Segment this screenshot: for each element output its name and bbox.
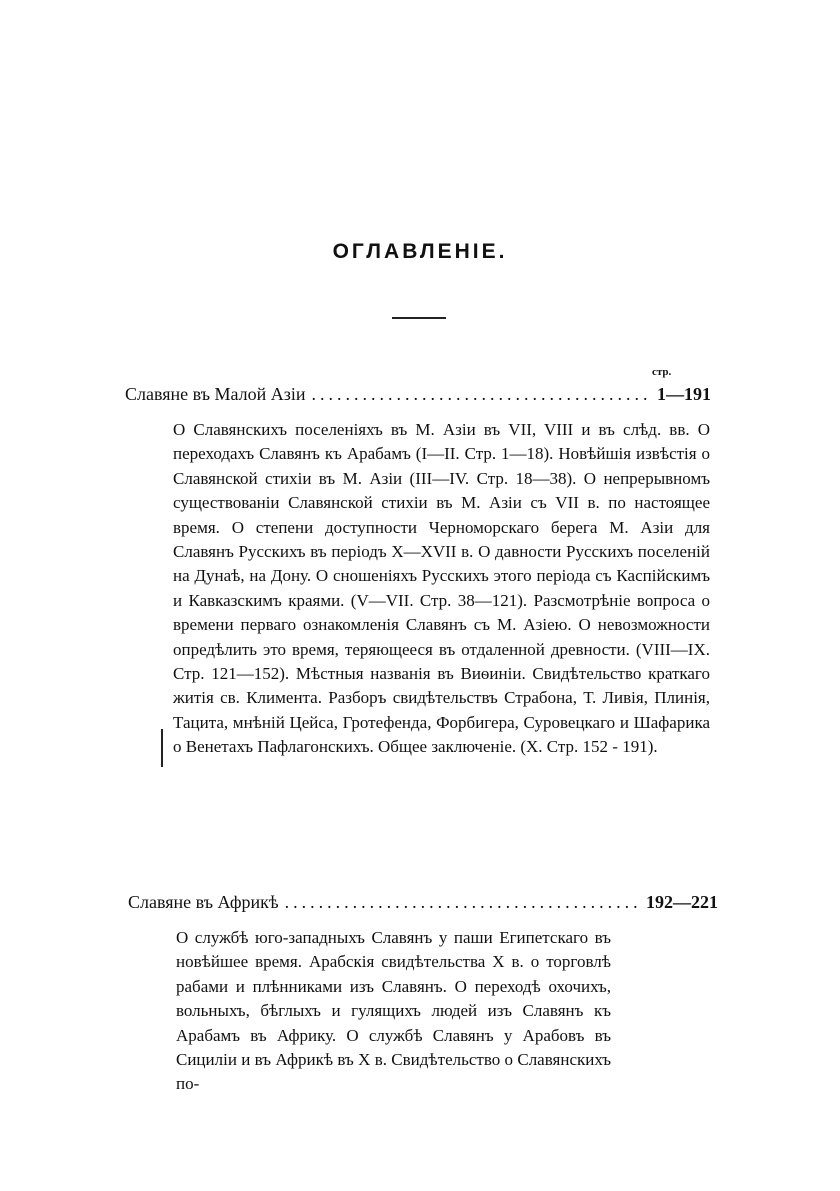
toc-entry-pages: 1—191 — [657, 384, 711, 404]
title-divider — [392, 317, 446, 319]
page-column-label: стр. — [652, 366, 672, 378]
toc-entry-asia[interactable] — [125, 384, 711, 405]
page-title: ОГЛАВЛЕНІЕ. — [332, 240, 508, 263]
toc-entry-heading: Славяне въ Африкѣ — [128, 892, 279, 912]
toc-entry-heading: Славяне въ Малой Азіи — [125, 384, 306, 404]
toc-entry-pages: 192—221 — [646, 892, 718, 912]
leader-dots — [285, 892, 640, 913]
toc-entry-summary: О Славянскихъ поселеніяхъ въ М. Азіи въ VII, VIII и въ слѣд. вв. О переходахъ Славянъ къ Арабамъ (I—II. Стр. 1—18). Новѣйшія извѣстія о Славянской стихіи въ М. Азіи (III—IV. Стр. 18—38). О непрерывномъ существованіи Славянской стихіи въ М. Азіи съ VII в. по настоящее время. О степени доступности Черноморскаго берега М. Азіи для Славянъ Русскихъ въ періодъ X—XVII в. О давности Русскихъ поселеній на Дунаѣ, на Дону. О сношеніяхъ Русскихъ этого періода съ Каспійскимъ и Кавказскимъ краями. (V—VII. Стр. 38—121). Разсмотрѣніе вопроса о времени перваго ознакомленія Славянъ съ М. Азіею. О невозможности опредѣлить это время, теряющееся въ отдаленной древности. (VIII—IX. Стр. 121—152). Мѣстныя названія въ Виѳиніи. Свидѣтельство краткаго житія св. Климента. Разборъ свидѣтельствъ Страбона, Т. Ливія, Плинія, Тацита, мнѣній Цейса, Гротефенда, Форбигера, Суровецкаго и Шафарика о Венетахъ Пафлагонскихъ. Общее заключеніе. (X. Стр. 152 - 191). — [173, 420, 710, 757]
toc-entry-summary: О службѣ юго-западныхъ Славянъ у паши Египетскаго въ новѣйшее время. Арабскія свидѣтельства X в. о торговлѣ рабами и плѣнниками изъ Славянъ. О переходѣ охочихъ, вольныхъ, бѣглыхъ и гулящихъ людей изъ Славянъ къ Арабамъ въ Африку. О службѣ Славянъ у Арабовъ въ Сициліи и въ Африкѣ въ X в. Свидѣтельство о Славянскихъ по- — [176, 928, 611, 1094]
margin-mark — [161, 729, 163, 767]
toc-entry-africa[interactable] — [128, 892, 718, 913]
leader-dots — [312, 384, 651, 405]
